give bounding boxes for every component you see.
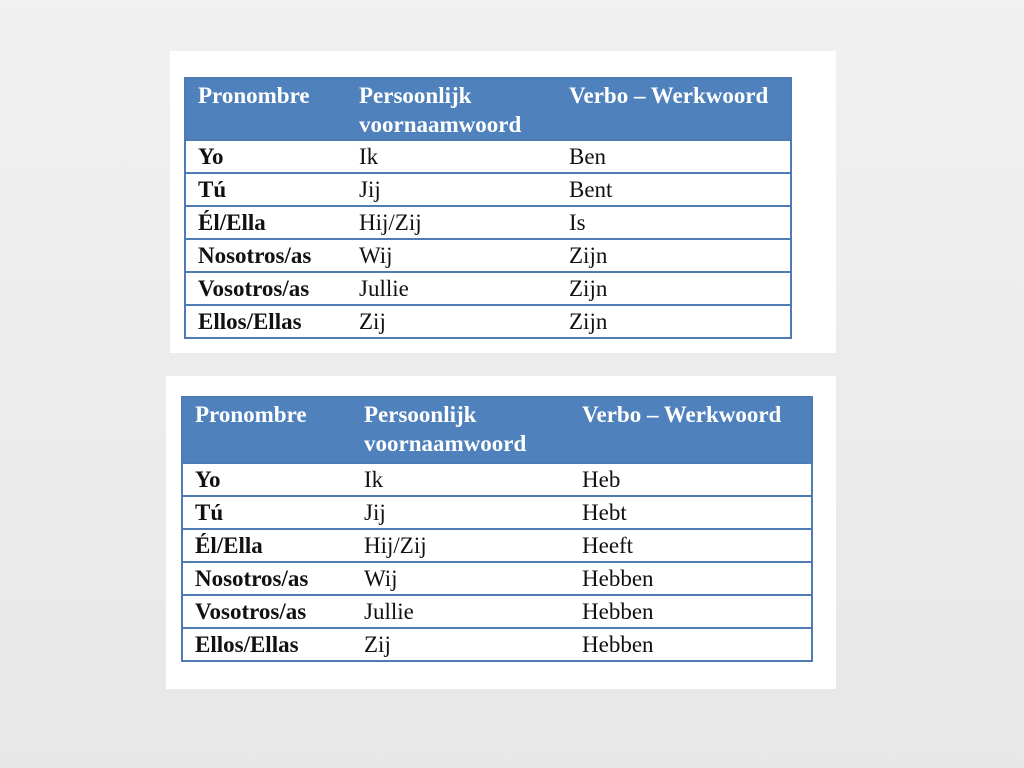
dutch-pronoun-cell: Wij	[352, 562, 570, 595]
dutch-pronoun-cell: Jij	[352, 496, 570, 529]
header-verbo-werkwoord: Verbo – Werkwoord	[557, 78, 791, 140]
verb-cell: Hebben	[570, 595, 812, 628]
verb-cell: Heeft	[570, 529, 812, 562]
verb-cell: Hebben	[570, 562, 812, 595]
conjugation-table-zijn	[184, 77, 792, 339]
pronoun-cell: Nosotros/as	[182, 562, 352, 595]
pronoun-cell: Él/Ella	[182, 529, 352, 562]
dutch-pronoun-cell: Jij	[347, 173, 557, 206]
table-panel-zijn	[170, 51, 836, 353]
header-persoonlijk-voornaamwoord: Persoonlijk voornaamwoord	[347, 78, 557, 140]
table-row	[182, 529, 812, 562]
header-persoonlijk-voornaamwoord: Persoonlijk voornaamwoord	[352, 397, 570, 463]
verb-cell: Hebt	[570, 496, 812, 529]
table-row	[185, 239, 791, 272]
verb-cell: Hebben	[582, 632, 654, 657]
dutch-pronoun-cell: Zij	[359, 309, 386, 334]
dutch-pronoun-cell: Hij/Zij	[347, 206, 557, 239]
pronoun-cell: Vosotros/as	[185, 272, 347, 305]
dutch-pronoun-cell: Hij/Zij	[352, 529, 570, 562]
pronoun-cell: Nosotros/as	[185, 239, 347, 272]
header-verbo-werkwoord: Verbo – Werkwoord	[570, 397, 812, 463]
table-header-row	[185, 78, 791, 140]
table-row	[182, 562, 812, 595]
verb-cell: Bent	[557, 173, 791, 206]
conjugation-table-hebben	[181, 396, 813, 662]
dutch-pronoun-cell: Ik	[347, 140, 557, 173]
dutch-pronoun-cell: Jullie	[352, 595, 570, 628]
table-panel-hebben	[166, 376, 836, 689]
table-header-row	[182, 397, 812, 463]
table-row	[185, 305, 791, 338]
verb-cell: Is	[557, 206, 791, 239]
table-row	[182, 496, 812, 529]
table-row	[185, 272, 791, 305]
pronoun-cell: Ellos/Ellas	[195, 632, 299, 657]
verb-cell: Zijn	[557, 272, 791, 305]
pronoun-cell: Yo	[185, 140, 347, 173]
dutch-pronoun-cell: Ik	[352, 463, 570, 496]
pronoun-cell: Ellos/Ellas	[198, 309, 302, 334]
dutch-pronoun-cell: Wij	[347, 239, 557, 272]
pronoun-cell: Vosotros/as	[182, 595, 352, 628]
verb-cell: Heb	[570, 463, 812, 496]
table-row	[185, 140, 791, 173]
pronoun-cell: Tú	[185, 173, 347, 206]
pronoun-cell: Él/Ella	[185, 206, 347, 239]
table-row	[182, 595, 812, 628]
header-pronombre: Pronombre	[185, 78, 347, 140]
pronoun-cell: Tú	[182, 496, 352, 529]
pronoun-cell: Yo	[182, 463, 352, 496]
table-row	[185, 173, 791, 206]
table-row	[182, 628, 812, 661]
verb-cell: Ben	[557, 140, 791, 173]
dutch-pronoun-cell: Jullie	[347, 272, 557, 305]
verb-cell: Zijn	[557, 239, 791, 272]
table-row	[185, 206, 791, 239]
verb-cell: Zijn	[569, 309, 608, 334]
header-pronombre: Pronombre	[182, 397, 352, 463]
dutch-pronoun-cell: Zij	[364, 632, 391, 657]
table-row	[182, 463, 812, 496]
